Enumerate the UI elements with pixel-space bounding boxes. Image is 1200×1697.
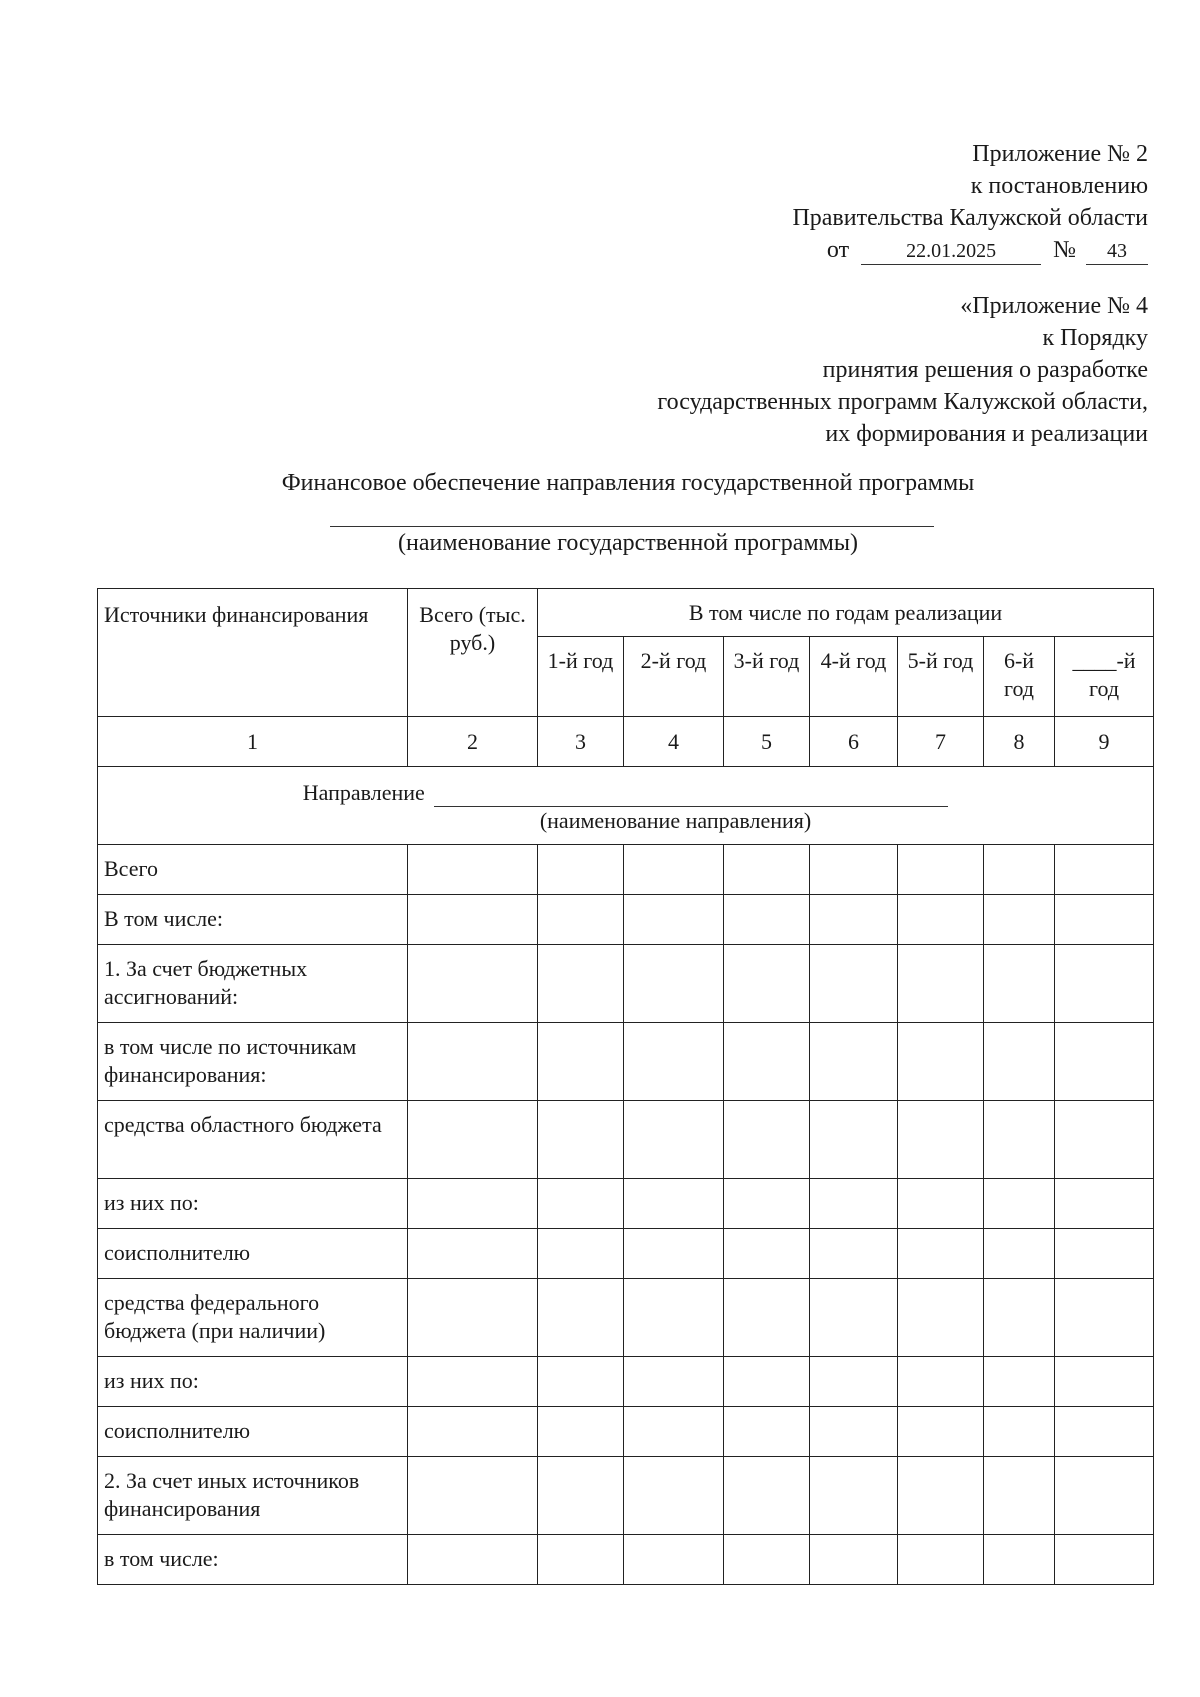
header-year-2: 2-й год — [624, 637, 724, 717]
value-cell — [898, 1101, 984, 1179]
direction-caption: (наименование направления) — [539, 808, 812, 833]
direction-label: Направление — [302, 780, 425, 805]
header-total: Всего (тыс. руб.) — [408, 589, 538, 717]
row-label: соисполнителю — [98, 1407, 408, 1457]
row-label: средства областного бюджета — [98, 1101, 408, 1179]
date-value: 22.01.2025 — [861, 238, 1041, 265]
row-label: из них по: — [98, 1179, 408, 1229]
column-number-1: 1 — [98, 717, 408, 767]
value-cell — [624, 895, 724, 945]
value-cell — [538, 1229, 624, 1279]
value-cell — [898, 1179, 984, 1229]
header-year-4: 4-й год — [810, 637, 898, 717]
value-cell — [1055, 1407, 1154, 1457]
appendix-date-line — [792, 234, 1148, 266]
appendix4-line2: к Порядку — [1042, 325, 1148, 351]
value-cell — [1055, 895, 1154, 945]
value-cell — [624, 845, 724, 895]
value-cell — [538, 1407, 624, 1457]
value-cell — [984, 1279, 1055, 1357]
value-cell — [898, 1457, 984, 1535]
value-cell — [1055, 1457, 1154, 1535]
value-cell — [1055, 1179, 1154, 1229]
value-cell — [538, 1023, 624, 1101]
value-cell — [624, 1101, 724, 1179]
value-cell — [624, 1279, 724, 1357]
value-cell — [898, 1407, 984, 1457]
appendix-line2: к постановлению — [970, 173, 1148, 199]
table-row — [98, 1357, 1154, 1407]
value-cell — [810, 1279, 898, 1357]
value-cell — [898, 1279, 984, 1357]
value-cell — [408, 1279, 538, 1357]
value-cell — [538, 945, 624, 1023]
value-cell — [624, 1407, 724, 1457]
appendix-line1: Приложение № 2 — [972, 141, 1148, 167]
value-cell — [538, 1279, 624, 1357]
value-cell — [810, 945, 898, 1023]
row-label: 2. За счет иных источников финансирования — [98, 1457, 408, 1535]
table-body — [98, 845, 1154, 1585]
value-cell — [624, 1357, 724, 1407]
row-label: в том числе: — [98, 1535, 408, 1585]
value-cell — [538, 845, 624, 895]
table-row — [98, 845, 1154, 895]
value-cell — [984, 845, 1055, 895]
value-cell — [624, 1229, 724, 1279]
table-row — [98, 945, 1154, 1023]
value-cell — [724, 1457, 810, 1535]
row-label: из них по: — [98, 1357, 408, 1407]
value-cell — [408, 1535, 538, 1585]
value-cell — [984, 945, 1055, 1023]
value-cell — [810, 1407, 898, 1457]
value-cell — [408, 845, 538, 895]
value-cell — [898, 895, 984, 945]
value-cell — [984, 1407, 1055, 1457]
value-cell — [810, 895, 898, 945]
value-cell — [898, 1229, 984, 1279]
column-number-5: 5 — [724, 717, 810, 767]
value-cell — [724, 1023, 810, 1101]
table-row — [98, 1457, 1154, 1535]
value-cell — [724, 945, 810, 1023]
value-cell — [408, 1229, 538, 1279]
value-cell — [408, 945, 538, 1023]
table-row — [98, 1407, 1154, 1457]
table-row — [98, 1229, 1154, 1279]
value-cell — [984, 895, 1055, 945]
header-year-6: 6-й год — [984, 637, 1055, 717]
header-year-5: 5-й год — [898, 637, 984, 717]
value-cell — [408, 1023, 538, 1101]
appendix4-line4: государственных программ Калужской области, — [657, 389, 1148, 415]
value-cell — [408, 1101, 538, 1179]
value-cell — [810, 1457, 898, 1535]
table-row — [98, 1101, 1154, 1179]
column-number-8: 8 — [984, 717, 1055, 767]
header-year-3: 3-й год — [724, 637, 810, 717]
value-cell — [984, 1101, 1055, 1179]
value-cell — [898, 1023, 984, 1101]
value-cell — [624, 1023, 724, 1101]
value-cell — [810, 1023, 898, 1101]
value-cell — [810, 1535, 898, 1585]
program-name-caption: (наименование государственной программы) — [398, 530, 858, 556]
table-row — [98, 1179, 1154, 1229]
column-number-4: 4 — [624, 717, 724, 767]
row-label: в том числе по источникам финансирования: — [98, 1023, 408, 1101]
date-prefix: от — [826, 237, 850, 263]
value-cell — [724, 845, 810, 895]
value-cell — [1055, 1023, 1154, 1101]
value-cell — [724, 1101, 810, 1179]
value-cell — [810, 845, 898, 895]
value-cell — [1055, 1101, 1154, 1179]
value-cell — [408, 1357, 538, 1407]
table-row — [98, 1279, 1154, 1357]
header-year-n: ____-й год — [1055, 637, 1154, 717]
appendix4-line3: принятия решения о разработке — [822, 357, 1148, 383]
row-label: Всего — [98, 845, 408, 895]
value-cell — [1055, 1279, 1154, 1357]
appendix4-line1: «Приложение № 4 — [960, 293, 1148, 319]
number-prefix: № — [1053, 237, 1076, 263]
value-cell — [984, 1229, 1055, 1279]
financing-table — [97, 588, 1154, 1585]
number-value: 43 — [1086, 238, 1148, 265]
value-cell — [538, 1457, 624, 1535]
row-label: соисполнителю — [98, 1229, 408, 1279]
value-cell — [810, 1101, 898, 1179]
value-cell — [724, 1279, 810, 1357]
value-cell — [538, 1535, 624, 1585]
value-cell — [898, 1535, 984, 1585]
value-cell — [984, 1357, 1055, 1407]
header-sources: Источники финансирования — [98, 589, 408, 717]
value-cell — [1055, 1357, 1154, 1407]
table-row — [98, 1535, 1154, 1585]
column-number-2: 2 — [408, 717, 538, 767]
row-label: В том числе: — [98, 895, 408, 945]
value-cell — [984, 1457, 1055, 1535]
value-cell — [810, 1229, 898, 1279]
row-label: 1. За счет бюджетных ассигнований: — [98, 945, 408, 1023]
table-row — [98, 1023, 1154, 1101]
value-cell — [624, 945, 724, 1023]
table-row — [98, 895, 1154, 945]
value-cell — [1055, 845, 1154, 895]
value-cell — [538, 895, 624, 945]
value-cell — [538, 1179, 624, 1229]
column-number-3: 3 — [538, 717, 624, 767]
document-title: Финансовое обеспечение направления государственной программы — [281, 470, 975, 496]
value-cell — [724, 1229, 810, 1279]
value-cell — [724, 895, 810, 945]
appendix-header — [792, 138, 1148, 266]
value-cell — [624, 1457, 724, 1535]
row-label: средства федерального бюджета (при наличии) — [98, 1279, 408, 1357]
value-cell — [984, 1535, 1055, 1585]
value-cell — [724, 1357, 810, 1407]
value-cell — [810, 1357, 898, 1407]
column-number-7: 7 — [898, 717, 984, 767]
appendix4-header — [657, 290, 1148, 450]
value-cell — [724, 1535, 810, 1585]
value-cell — [624, 1179, 724, 1229]
value-cell — [984, 1023, 1055, 1101]
value-cell — [408, 895, 538, 945]
value-cell — [1055, 1229, 1154, 1279]
value-cell — [724, 1407, 810, 1457]
value-cell — [898, 845, 984, 895]
value-cell — [724, 1179, 810, 1229]
column-number-6: 6 — [810, 717, 898, 767]
appendix-line3: Правительства Калужской области — [792, 205, 1148, 231]
value-cell — [1055, 1535, 1154, 1585]
value-cell — [538, 1101, 624, 1179]
value-cell — [898, 945, 984, 1023]
value-cell — [898, 1357, 984, 1407]
direction-row — [98, 767, 1154, 845]
value-cell — [984, 1179, 1055, 1229]
program-name-line — [330, 526, 934, 527]
header-year-1: 1-й год — [538, 637, 624, 717]
value-cell — [810, 1179, 898, 1229]
appendix4-line5: их формирования и реализации — [825, 421, 1148, 447]
value-cell — [624, 1535, 724, 1585]
value-cell — [408, 1179, 538, 1229]
value-cell — [408, 1457, 538, 1535]
column-number-9: 9 — [1055, 717, 1154, 767]
value-cell — [1055, 945, 1154, 1023]
value-cell — [538, 1357, 624, 1407]
value-cell — [408, 1407, 538, 1457]
header-years-group: В том числе по годам реализации — [538, 589, 1154, 637]
